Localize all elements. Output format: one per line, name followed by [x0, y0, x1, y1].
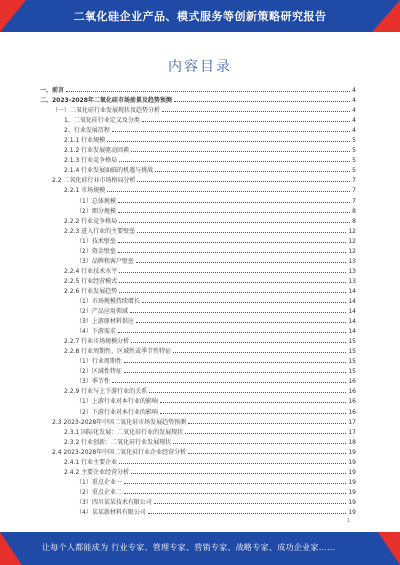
toc-entry-title: （3）上游原材料供应	[76, 318, 134, 326]
toc-leader-dots	[119, 281, 346, 283]
toc-entry-page: 15	[348, 358, 356, 366]
toc-leader-dots	[118, 251, 347, 253]
toc-entry-page: 17	[348, 418, 356, 426]
toc-entry[interactable]	[40, 508, 356, 518]
toc-entry-page: 4	[352, 87, 356, 94]
toc-entry-page: 14	[348, 297, 356, 305]
toc-entry-page: 15	[348, 368, 356, 376]
toc-entry[interactable]	[40, 307, 356, 317]
toc-entry[interactable]	[40, 197, 356, 207]
toc-entry-title: （2）资金壁垒	[76, 247, 116, 255]
toc-entry-page: 4	[352, 127, 356, 135]
toc-entry[interactable]	[40, 468, 356, 478]
toc-entry[interactable]	[40, 287, 356, 297]
toc-entry-title: 2.2 二氧化硅行业市场格局分析	[52, 177, 136, 185]
toc-entry-title: 2.2.7 行业市场规模分析	[64, 338, 130, 346]
toc-leader-dots	[131, 341, 346, 343]
toc-entry-title: 2.3.1 国际化发展：二氧化硅行业的发展现状	[64, 428, 184, 436]
toc-leader-dots	[112, 381, 347, 383]
toc-leader-dots	[136, 321, 347, 323]
toc-entry-page: 15	[348, 338, 356, 346]
page-number: 1	[346, 518, 350, 524]
toc-leader-dots	[131, 150, 350, 152]
toc-entry-page: 19	[348, 488, 356, 496]
toc-entry-title: （1）市场规模持续增长	[76, 297, 140, 305]
toc-entry[interactable]	[40, 428, 356, 438]
toc-entry-title: （3）季节性	[76, 378, 110, 386]
toc-entry[interactable]	[40, 347, 356, 357]
toc-entry[interactable]	[40, 387, 356, 397]
toc-leader-dots	[188, 452, 346, 454]
toc-leader-dots	[148, 512, 347, 514]
toc-leader-dots	[185, 432, 346, 434]
toc-leader-dots	[130, 311, 347, 313]
toc-leader-dots	[124, 482, 347, 484]
toc-leader-dots	[137, 231, 346, 233]
toc-entry-page: 4	[352, 117, 356, 125]
toc-entry[interactable]	[40, 337, 356, 347]
toc-entry-title: （4）下游需求	[76, 328, 116, 336]
toc-entry[interactable]	[40, 136, 356, 146]
table-of-contents	[40, 86, 356, 518]
toc-entry-title: （2）下游行业对本行业的影响	[76, 408, 158, 416]
toc-entry-title: 2.2.3 进入行业的主要壁垒	[64, 227, 136, 235]
toc-leader-dots	[142, 120, 350, 122]
toc-entry-title: 2.4.2 主要企业经营分析	[64, 468, 130, 476]
toc-entry[interactable]	[40, 227, 356, 237]
toc-entry-page: 5	[352, 147, 356, 155]
toc-entry-title: 2.2.8 行业周期性、区域性或季节性特征	[64, 348, 172, 356]
toc-entry-title: 2.2.6 行业发展趋势	[64, 287, 118, 295]
toc-entry-page: 19	[348, 458, 356, 466]
toc-entry-page: 16	[348, 388, 356, 396]
toc-leader-dots	[173, 442, 346, 444]
toc-leader-dots	[124, 492, 347, 494]
toc-entry[interactable]	[40, 438, 356, 448]
toc-entry-title: 1、二氧化硅行业定义及分类	[64, 117, 140, 125]
toc-entry-title: 2、行业发展历程	[64, 127, 110, 135]
toc-entry-page: 17	[348, 428, 356, 436]
toc-entry-title: 2.1.1 行业规模	[64, 137, 106, 145]
toc-entry-page: 18	[348, 438, 356, 446]
header-red-accent-left	[0, 0, 26, 32]
toc-leader-dots	[107, 190, 350, 192]
toc-entry-page: 7	[352, 177, 356, 185]
toc-entry-title: （1）重点企业一	[76, 478, 122, 486]
toc-entry-page: 13	[348, 277, 356, 285]
toc-entry-title: 2.2.9 行业与上下游行业的关系	[64, 388, 148, 396]
toc-entry[interactable]	[40, 418, 356, 428]
toc-entry[interactable]	[40, 166, 356, 176]
toc-entry[interactable]	[40, 498, 356, 508]
toc-entry[interactable]	[40, 217, 356, 227]
toc-entry[interactable]	[40, 96, 356, 106]
toc-entry[interactable]	[40, 146, 356, 156]
toc-leader-dots	[149, 391, 346, 393]
toc-entry-title: （3）品牌和客户壁垒	[76, 257, 134, 265]
toc-entry-page: 15	[348, 348, 356, 356]
toc-leader-dots	[118, 201, 350, 203]
toc-leader-dots	[162, 110, 350, 112]
toc-entry[interactable]	[40, 458, 356, 468]
toc-entry[interactable]	[40, 106, 356, 116]
toc-leader-dots	[160, 412, 347, 414]
toc-leader-dots	[160, 401, 347, 403]
toc-entry[interactable]	[40, 186, 356, 196]
toc-entry-title: （1）技术壁垒	[76, 237, 116, 245]
footer-banner	[0, 532, 400, 565]
toc-leader-dots	[188, 422, 346, 424]
toc-leader-dots	[131, 472, 346, 474]
toc-entry-title: （2）产品应用领域	[76, 308, 128, 316]
toc-entry-page: 13	[348, 267, 356, 275]
toc-entry[interactable]	[40, 377, 356, 387]
toc-leader-dots	[119, 221, 350, 223]
toc-leader-dots	[119, 271, 346, 273]
toc-entry-title: 2.2.5 行业经营模式	[64, 277, 118, 285]
toc-leader-dots	[124, 361, 347, 363]
toc-entry-title: （2）区域性特征	[76, 368, 122, 376]
toc-entry[interactable]	[40, 367, 356, 377]
toc-leader-dots	[118, 241, 347, 243]
header-red-accent-right	[372, 0, 400, 32]
toc-entry-title: 2.1.3 行业竞争格局	[64, 157, 118, 165]
toc-entry-page: 5	[352, 137, 356, 145]
toc-entry[interactable]	[40, 488, 356, 498]
toc-entry-title: （1）行业周期性	[76, 358, 122, 366]
toc-entry[interactable]	[40, 176, 356, 186]
toc-entry-page: 14	[348, 287, 356, 295]
toc-entry-title: （2）重点企业二	[76, 488, 122, 496]
header-banner	[0, 0, 400, 32]
toc-entry[interactable]	[40, 397, 356, 407]
toc-entry-page: 14	[348, 308, 356, 316]
toc-entry-title: （4）某某新材料有限公司	[76, 508, 146, 516]
toc-entry-page: 7	[352, 187, 356, 195]
toc-leader-dots	[66, 90, 350, 92]
toc-entry[interactable]	[40, 86, 356, 96]
toc-entry-page: 12	[348, 247, 356, 255]
toc-leader-dots	[119, 291, 346, 293]
toc-entry-page: 8	[352, 207, 356, 215]
toc-entry-title: 2.3.2 行业创新：二氧化硅行业发展现状	[64, 438, 172, 446]
toc-entry-page: 19	[348, 478, 356, 486]
toc-entry-page: 19	[348, 448, 356, 456]
footer-red-accent-left	[0, 532, 22, 565]
toc-entry[interactable]	[40, 408, 356, 418]
toc-entry-title: 2.2.4 行业技术水平	[64, 267, 118, 275]
toc-entry-page: 19	[348, 468, 356, 476]
toc-entry[interactable]	[40, 478, 356, 488]
toc-entry-page: 19	[348, 508, 356, 516]
toc-entry-page: 5	[352, 157, 356, 165]
toc-entry[interactable]	[40, 448, 356, 458]
toc-entry[interactable]	[40, 116, 356, 126]
toc-entry-title: 2.1.2 行业发展驱动因素	[64, 147, 130, 155]
toc-entry[interactable]	[40, 327, 356, 337]
footer-slogan: 让每个人都能成为 行业专家、管理专家、营销专家、战略专家、成功企业家……	[42, 543, 336, 552]
toc-entry-title: （3）四川某某技术有限公司	[76, 498, 152, 506]
toc-leader-dots	[155, 170, 350, 172]
toc-entry-page: 4	[352, 107, 356, 115]
toc-leader-dots	[136, 261, 347, 263]
report-title: 二氧化硅企业产品、模式服务等创新策略研究报告	[73, 10, 327, 23]
toc-entry-page: 16	[348, 408, 356, 416]
toc-leader-dots	[119, 160, 350, 162]
toc-entry-title: 2.2.1 市场规模	[64, 187, 106, 195]
footer-red-accent-right	[378, 532, 400, 565]
toc-leader-dots	[112, 130, 350, 132]
toc-entry-title: （1）上游行业对本行业的影响	[76, 398, 158, 406]
toc-leader-dots	[173, 351, 346, 353]
toc-entry[interactable]	[40, 357, 356, 367]
toc-leader-dots	[124, 371, 347, 373]
toc-entry[interactable]	[40, 207, 356, 217]
toc-entry[interactable]	[40, 267, 356, 277]
toc-entry-page: 13	[348, 257, 356, 265]
toc-entry-title: （1）总体规模	[76, 197, 116, 205]
toc-entry-title: 2.1.4 行业发展面临的机遇与挑战	[64, 167, 154, 175]
toc-entry-title: 2.3 2023-2028年中国二氧化硅市场发展趋势预测	[52, 418, 187, 426]
toc-entry-page: 12	[348, 237, 356, 245]
toc-entry-page: 5	[352, 167, 356, 175]
toc-entry[interactable]	[40, 247, 356, 257]
toc-entry-page: 7	[352, 197, 356, 205]
toc-entry-title: 2.2.2 行业竞争格局	[64, 217, 118, 225]
toc-entry-page: 16	[348, 398, 356, 406]
toc-entry-page: 14	[348, 328, 356, 336]
toc-leader-dots	[137, 180, 350, 182]
toc-entry-page: 4	[352, 97, 356, 105]
toc-entry[interactable]	[40, 297, 356, 307]
toc-entry[interactable]	[40, 317, 356, 327]
toc-leader-dots	[174, 100, 350, 102]
toc-entry-page: 19	[348, 498, 356, 506]
toc-entry-title: 2.4.1 行业主要企业	[64, 458, 118, 466]
toc-entry-page: 16	[348, 378, 356, 386]
toc-entry-page: 12	[348, 227, 356, 235]
toc-entry-page: 14	[348, 318, 356, 326]
toc-entry-title: （一）二氧化硅行业发展现状及趋势分析	[52, 107, 161, 115]
toc-entry[interactable]	[40, 277, 356, 287]
toc-entry[interactable]	[40, 237, 356, 247]
toc-entry-title: 二、2023-2028年二氧化硅市场前景及趋势预测	[40, 97, 172, 105]
toc-entry-title: 2.4 2023-2028年中国二氧化硅行业企业经营分析	[52, 448, 187, 456]
toc-entry-title: （2）细分规模	[76, 207, 116, 215]
toc-heading: 内容目录	[168, 59, 232, 75]
toc-entry[interactable]	[40, 257, 356, 267]
toc-entry[interactable]	[40, 126, 356, 136]
toc-leader-dots	[154, 502, 347, 504]
toc-leader-dots	[107, 140, 350, 142]
toc-leader-dots	[142, 301, 347, 303]
toc-entry[interactable]	[40, 156, 356, 166]
toc-entry-page: 8	[352, 217, 356, 225]
toc-leader-dots	[119, 462, 346, 464]
toc-leader-dots	[118, 211, 350, 213]
toc-leader-dots	[118, 331, 347, 333]
toc-entry-title: 一、前言	[40, 87, 65, 94]
